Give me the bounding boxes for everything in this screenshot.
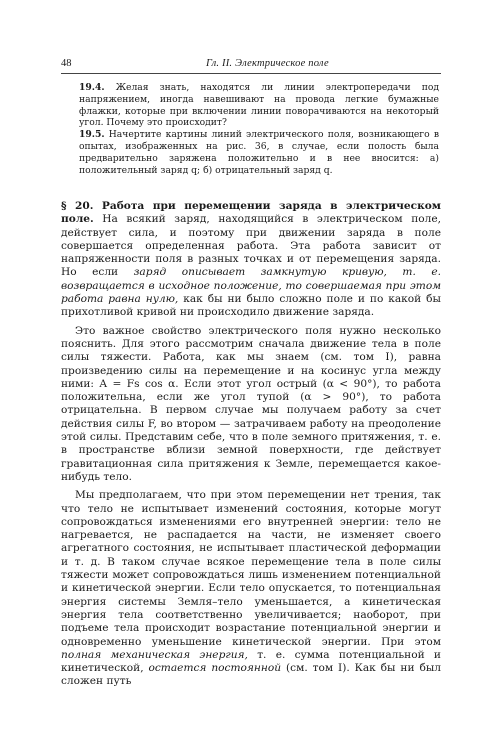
italic-emphasis: полная механическая энергия,: [61, 648, 248, 661]
paragraph-text: (см. том I). Как бы ни был сложен путь: [61, 662, 441, 688]
section-20: [61, 200, 441, 689]
italic-emphasis: заряд описывает замкнутую кривую, т. е. возвращается в исходное положение, то совершаемая при этом работа равна нулю,: [61, 266, 441, 306]
paragraph-text: Мы предполагаем, что при этом перемещении нет трения, так что тело не испытывает изменений состояния, которые могут сопровождаться изменениями его внутренней энергии: тело не нагревается, не распадается на части, не изменяет своего агрегатного состояния, не испытывает пластической деформации и т. д. В таком случае всякое перемещение тела в поле силы тяжести может сопровождаться лишь изменением потенциальной и кинетической энергии. Если тело опускается, то потенциальная энергия системы Земля–тело уменьшается, а кинетическая энергия тела соответственно увеличивается; наоборот, при подъеме тела происходит возрастание потенциальной энергии и одновременно уменьшение кинетической энергии. При этом: [61, 489, 441, 648]
paragraph-text: На всякий заряд, находящийся в электрическом поле, действует сила, и поэтому при движении заряда в поле совершается определенная работа. Эта работа зависит от напряженности поля в разных точках и от перемещения заряда. Но если: [61, 213, 441, 279]
section-paragraph-3: [61, 489, 441, 688]
problem-text: Желая знать, находятся ли линии электропередачи под напряжением, иногда навешивают на провода легкие бумажные флажки, которые при включении линии поворачиваются на некоторый угол. Почему это происходит?: [79, 82, 440, 129]
paragraph-text: как бы ни было сложно поле и по какой бы прихотливой кривой ни происходило движение заряда.: [61, 293, 441, 319]
paragraph-text: т. е. сумма потенциальной и кинетической,: [61, 648, 441, 675]
section-heading: § 20. Работа при перемещении заряда в электрическом поле.: [61, 200, 441, 226]
running-title: Гл. II. Электрическое поле: [206, 58, 329, 69]
problems-block: [79, 82, 439, 176]
section-paragraph-1: [61, 200, 441, 320]
problem-number: 19.5.: [79, 129, 105, 141]
problem-text: Начертите картины линий электрического поля, возникающего в опытах, изображенных на рис. 36, в случае, если полость была предварительно заряжена положительно и в нее вносится: а) положительный заряд q; б) отрицательный заряд q.: [79, 129, 440, 176]
running-header: [61, 56, 439, 74]
problem-number: 19.4.: [79, 82, 105, 93]
section-paragraph-2: Это важное свойство электрического поля нужно несколько пояснить. Для этого рассмотрим сначала движение тела в поле силы тяжести. Работа, как мы знаем (см. том I), равна произведению силы на перемещение и на косинус угла между ними: A = Fs cos α. Если этот угол острый (α < 90°), то работа положительна, если же угол тупой (α > 90°), то работа отрицательна. В первом случае мы получаем работу за счет действия силы F, во втором — затрачиваем работу на преодоление этой силы. Представим себе, что в поле земного притяжения, т. е. в пространстве вблизи земной поверхности, где действует гравитационная сила притяжения к Земле, перемещается какое-нибудь тело.: [61, 324, 441, 483]
header-rule: [61, 73, 441, 74]
problem-19-4: [79, 82, 439, 129]
page-number: 48: [61, 58, 72, 69]
italic-emphasis: остается постоянной: [148, 662, 282, 675]
problem-19-5: [79, 129, 439, 176]
